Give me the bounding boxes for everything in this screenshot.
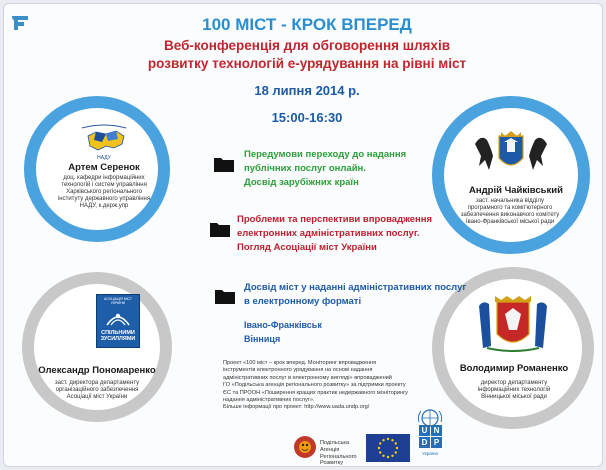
topic-line: публічних послуг онлайн. <box>244 163 366 174</box>
main-title: 100 МІСТ - КРОК ВПЕРЕД <box>202 15 412 34</box>
undp-letter: D <box>419 437 430 448</box>
role-line: Вінницької міської ради <box>481 394 547 400</box>
amu-logo-top: АСОЦІАЦІЯ МІСТ УКРАЇНИ <box>104 297 132 305</box>
role-line: доц. кафедри інформаційних <box>63 175 145 181</box>
subtitle-line: Веб-конференція для обговорення шляхів <box>164 38 450 53</box>
speaker-name: Володимир Романенко <box>459 363 569 374</box>
role-line: заст. директора департаменту <box>54 380 140 386</box>
speaker-name: Артем Серенок <box>68 162 140 173</box>
partner-line: Розвитку <box>320 460 344 467</box>
amu-logo-line: ЗУСИЛЛЯМИ <box>100 336 136 342</box>
role-line: технологій і систем управління <box>61 182 147 188</box>
role-line: заст. начальника відділу <box>476 198 544 204</box>
topic-line: Погляд Асоціації міст України <box>237 242 377 253</box>
role-line: забезпечення виконавчого комітету <box>460 212 560 218</box>
partner-line: Агенція <box>320 446 340 453</box>
subtitle-line: розвитку технологій е-урядування на рівні міст <box>147 56 467 71</box>
podillia-agency-logo-icon <box>293 434 317 460</box>
topic-line: Досвід міст у наданні адміністративних послуг <box>244 282 467 293</box>
city-item: Вінниця <box>244 334 281 344</box>
event-time: 15:00-16:30 <box>271 110 343 125</box>
info-line: адміністративних послуг в електронному вигляді» впроваджений <box>223 374 392 381</box>
role-line: інституту державного управління <box>57 196 151 202</box>
role-line: організаційного забезпечення <box>55 387 139 393</box>
topic-line: Досвід зарубіжних країн <box>244 177 359 188</box>
folder-icon <box>214 287 236 305</box>
nadu-logo-icon <box>78 122 130 162</box>
project-info <box>223 360 428 412</box>
speaker-name: Андрій Чайківський <box>469 185 563 196</box>
undp-letter: P <box>431 437 442 448</box>
city-item: Івано-Франківськ <box>244 320 322 330</box>
folder-icon <box>213 155 235 173</box>
partner-line: Регіонального <box>320 453 357 460</box>
vinnytsia-coat-of-arms-icon <box>477 296 549 354</box>
partner-name <box>320 440 357 467</box>
event-date: 18 липня 2014 р. <box>254 83 360 98</box>
role-line: Івано-Франківської міської ради <box>465 219 555 225</box>
role-line: Асоціації міст України <box>66 394 128 400</box>
cities-list <box>244 318 322 346</box>
role-line: інформаційних технологій <box>477 387 551 393</box>
undp-logo-icon <box>419 425 441 465</box>
info-line: ГО «Подільська агенція регіонального розвитку» за підтримки проекту <box>223 382 406 389</box>
un-emblem-icon <box>416 408 444 428</box>
nadu-label: НАДУ <box>97 155 111 161</box>
partner-line: Подільська <box>320 440 350 446</box>
info-line: Більше інформації про проект: http://www.uada.undp.org/ <box>223 404 370 411</box>
speaker-role <box>444 198 576 226</box>
speaker-role <box>54 175 154 210</box>
amu-logo-line: СПІЛЬНИМИ <box>101 330 135 336</box>
ivano-frankivsk-coat-of-arms-icon <box>471 130 551 178</box>
poster <box>3 3 603 467</box>
topic-3 <box>244 281 466 309</box>
folder-icon <box>209 220 231 238</box>
speaker-role <box>466 380 562 401</box>
topic-line: електронних адміністративних послуг. <box>237 228 420 239</box>
role-line: НАДУ, к.держ.упр <box>79 203 129 209</box>
topic-1 <box>244 148 406 190</box>
undp-letter: U <box>419 425 430 436</box>
amu-logo-icon <box>96 294 140 348</box>
eu-flag-icon <box>366 434 410 462</box>
info-line: інструментів електронного урядування на основі надання <box>223 367 373 374</box>
info-line: надання адміністративних послуг». <box>223 397 315 404</box>
info-line: ЄС та ПРООН «Поширення кращих практик недержавного моніторингу <box>223 389 408 396</box>
topic-2 <box>237 213 432 255</box>
info-line: Проект «100 міст – крок вперед. Моніторинг впровадження <box>223 360 377 366</box>
amu-emblem-icon <box>103 307 133 329</box>
speaker-name: Олександр Пономаренко <box>38 365 156 376</box>
speaker-role <box>44 380 150 401</box>
undp-letter: N <box>431 425 442 436</box>
topic-line: в електронному форматі <box>244 296 362 307</box>
topic-line: Передумови переходу до надання <box>244 149 407 160</box>
topic-line: Проблеми та перспективи впровадження <box>237 214 433 225</box>
undp-country: Україна <box>422 451 438 456</box>
role-line: директор департаменту <box>480 380 548 386</box>
subtitle <box>4 37 603 73</box>
role-line: Харківського регіонального <box>66 189 142 195</box>
role-line: програмного та комп'ютерного <box>467 205 553 211</box>
